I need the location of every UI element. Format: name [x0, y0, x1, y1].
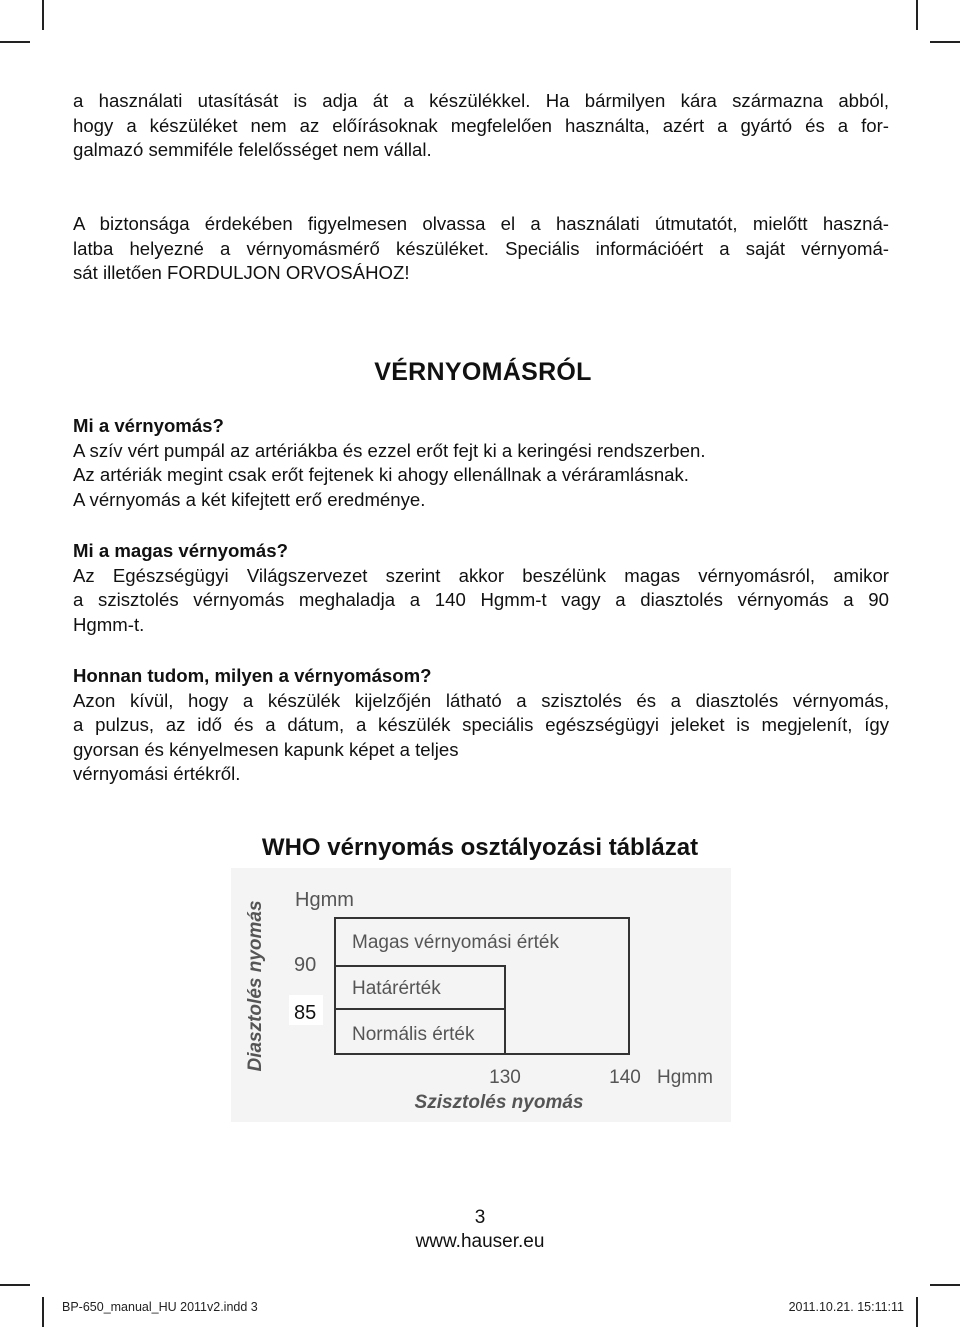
text-line: A biztonsága érdekében figyelmesen olvassa el a használati útmutatót, mielőtt haszná-	[73, 213, 889, 234]
faq-question: Mi a magas vérnyomás?	[73, 540, 288, 561]
faq-answer-line: Azon kívül, hogy a készülék kijelzőjén látható a szisztolés és a diasztolés vérnyomás,	[73, 689, 889, 711]
faq-answer-line: A vérnyomás a két kifejtett erő eredménye.	[73, 488, 426, 510]
region-label-normalis: Normális érték	[352, 1024, 475, 1045]
text-line: hogy a készüléket nem az előírásoknak megfelelően használta, azért a gyártó és a for-	[73, 114, 889, 136]
page-number: 3	[474, 1207, 486, 1228]
who-classification-chart	[231, 868, 731, 1122]
region-label-magas: Magas vérnyomási érték	[352, 932, 559, 953]
x-tick-label: 140	[609, 1067, 641, 1088]
text-line: galmazó semmiféle felelősséget nem vállal.	[73, 139, 432, 161]
text-line: sát illetően FORDULJON ORVOSÁHOZ!	[73, 262, 410, 284]
region-label-hatarertek: Határérték	[352, 978, 441, 999]
faq-answer-line: Hgmm-t.	[73, 613, 145, 635]
crop-mark	[930, 41, 960, 43]
x-tick-label: 130	[489, 1067, 521, 1088]
text-line: latba helyezné a vérnyomásmérő készüléket. Speciális információért a saját vérnyomá-	[73, 237, 889, 259]
slug-file: BP-650_manual_HU 2011v2.indd 3	[62, 1300, 258, 1314]
faq-answer-line: A szív vért pumpál az artériákba és ezzel erőt fejt ki a keringési rendszerben.	[73, 439, 706, 461]
crop-mark	[916, 1297, 918, 1327]
safety-paragraph	[73, 212, 889, 286]
faq-question: Mi a vérnyomás?	[73, 415, 224, 436]
faq-what-is-bp	[73, 414, 889, 512]
faq-answer-line: Az artériák megint csak erőt fejtenek ki ahogy ellenállnak a véráramlásnak.	[73, 464, 689, 486]
faq-answer-line: a szisztolés vérnyomás meghaladja a 140 Hgmm-t vagy a diasztolés vérnyomás a 90	[73, 589, 889, 611]
intro-paragraph	[73, 89, 889, 163]
faq-answer-line: a pulzus, az idő és a dátum, a készülék speciális egészségügyi jeleket is megjelenít, így	[73, 714, 889, 736]
y-axis-label: Diasztolés nyomás	[245, 900, 266, 1072]
chart-svg	[231, 868, 731, 1122]
chart-title: WHO vérnyomás osztályozási táblázat	[261, 834, 699, 861]
faq-question: Honnan tudom, milyen a vérnyomásom?	[73, 665, 432, 686]
crop-mark	[42, 1297, 44, 1327]
crop-mark	[930, 1284, 960, 1286]
faq-answer-line: Az Egészségügyi Világszervezet szerint akkor beszélünk magas vérnyomásról, amikor	[73, 564, 889, 586]
y-tick-label: 90	[294, 954, 317, 976]
slug-timestamp: 2011.10.21. 15:11:11	[788, 1300, 904, 1314]
faq-how-know	[73, 664, 889, 787]
x-axis-label: Szisztolés nyomás	[414, 1092, 584, 1113]
section-heading: VÉRNYOMÁSRÓL	[374, 358, 592, 386]
crop-mark	[0, 41, 30, 43]
text-line: a használati utasítását is adja át a készülékkel. Ha bármilyen kára származna abból,	[73, 90, 889, 111]
crop-mark	[916, 0, 918, 30]
x-axis-unit: Hgmm	[657, 1067, 713, 1088]
faq-high-bp	[73, 539, 889, 637]
y-tick-label: 85	[294, 1002, 317, 1024]
faq-answer-line: vérnyomási értékről.	[73, 763, 241, 785]
footer-url[interactable]: www.hauser.eu	[415, 1231, 545, 1252]
crop-mark	[42, 0, 44, 30]
crop-mark	[0, 1284, 30, 1286]
faq-answer-line: gyorsan és kényelmesen kapunk képet a teljes	[73, 738, 459, 760]
y-axis-unit: Hgmm	[295, 889, 354, 911]
